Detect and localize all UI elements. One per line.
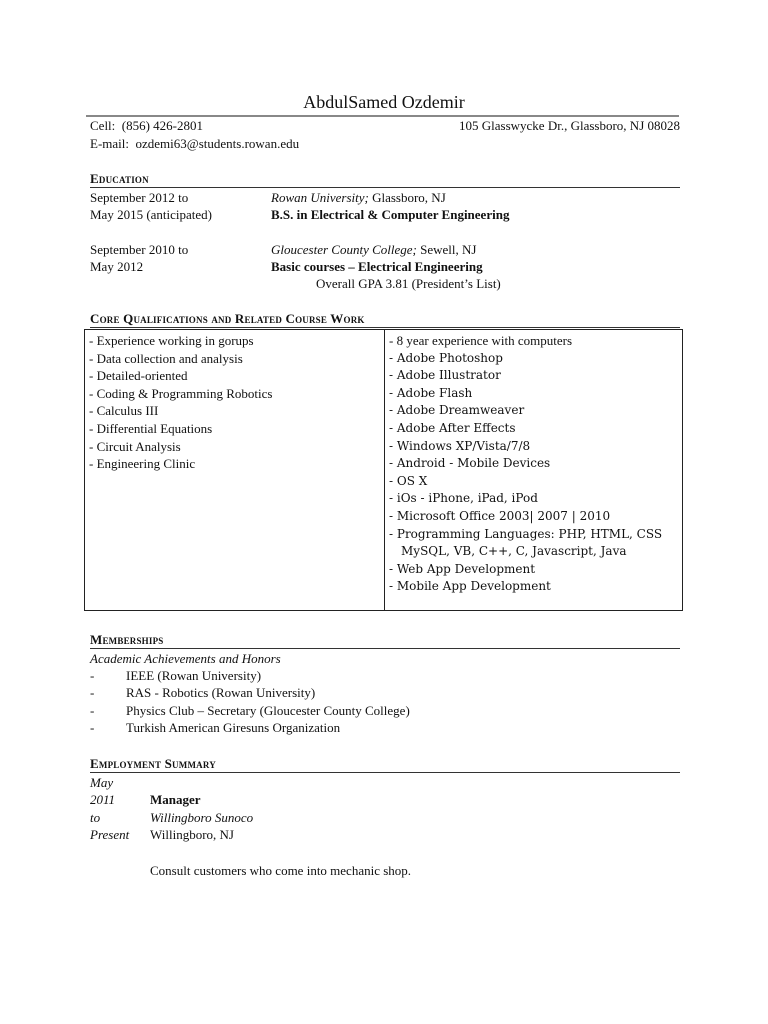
membership-item bbox=[90, 702, 680, 719]
membership-item bbox=[90, 667, 680, 684]
education-entry-2-line-2 bbox=[90, 258, 680, 275]
qualification-item: - Circuit Analysis bbox=[89, 438, 181, 454]
skill-item: - Web App Development bbox=[389, 561, 536, 576]
membership-item bbox=[90, 684, 680, 701]
school-location: Sewell, NJ bbox=[416, 242, 477, 257]
membership-text: Physics Club – Secretary (Gloucester County College) bbox=[126, 703, 410, 718]
email: E-mail: ozdemi63@students.rowan.edu bbox=[90, 136, 300, 151]
membership-item bbox=[90, 719, 680, 736]
qualification-item: - Differential Equations bbox=[89, 420, 213, 436]
qualification-item: - Coding & Programming Robotics bbox=[89, 385, 273, 401]
qualifications-rule bbox=[90, 327, 680, 328]
memberships-rule bbox=[90, 648, 680, 649]
qualifications-heading: Core Qualifications and Related Course Work bbox=[90, 311, 365, 326]
employment-heading: Employment Summary bbox=[90, 756, 216, 771]
memberships-heading: Memberships bbox=[90, 632, 164, 647]
memberships-subheading: Academic Achievements and Honors bbox=[90, 651, 281, 666]
education-heading: Education bbox=[90, 171, 149, 186]
degree: Basic courses – Electrical Engineering bbox=[271, 259, 483, 274]
skill-item: - Adobe Illustrator bbox=[389, 368, 501, 383]
education-rule bbox=[90, 187, 680, 188]
skill-item: - Adobe Flash bbox=[389, 385, 473, 400]
education-entry-1-line-1 bbox=[90, 189, 680, 206]
education-entry-2-line-1 bbox=[90, 241, 680, 258]
employment-date: Present bbox=[90, 827, 130, 842]
column-divider bbox=[384, 330, 385, 610]
qualification-item: - Calculus III bbox=[89, 403, 159, 419]
bullet-dash: - bbox=[90, 685, 95, 700]
school-location: Glassboro, NJ bbox=[368, 190, 446, 205]
job-title: Manager bbox=[150, 792, 201, 807]
skill-item-continued: MySQL, VB, C++, C, Javascript, Java bbox=[401, 544, 627, 559]
bullet-dash: - bbox=[90, 703, 95, 718]
skill-item: - 8 year experience with computers bbox=[389, 333, 573, 348]
gpa: Overall GPA 3.81 (President’s List) bbox=[316, 276, 501, 291]
skill-item: - Adobe Dreamweaver bbox=[389, 403, 525, 418]
bullet-dash: - bbox=[90, 720, 95, 735]
qualification-item: - Detailed-oriented bbox=[89, 368, 188, 384]
education-date-start: September 2010 to bbox=[90, 242, 189, 257]
skill-item: - Adobe After Effects bbox=[389, 420, 516, 435]
education-entry-1-line-2 bbox=[90, 206, 680, 223]
company-name: Willingboro Sunoco bbox=[150, 810, 254, 825]
education-entry-2-line-3 bbox=[90, 275, 680, 292]
qualification-item: - Engineering Clinic bbox=[89, 456, 196, 472]
skill-item: - iOs - iPhone, iPad, iPod bbox=[389, 491, 538, 506]
skill-item: - Mobile App Development bbox=[389, 579, 551, 594]
employment-date: May bbox=[90, 775, 114, 790]
skill-item: - Microsoft Office 2003| 2007 | 2010 bbox=[389, 508, 611, 523]
job-location: Willingboro, NJ bbox=[150, 827, 234, 842]
job-description: Consult customers who come into mechanic shop. bbox=[150, 863, 412, 878]
skill-item: - Windows XP/Vista/7/8 bbox=[389, 438, 531, 453]
skill-item: - Android - Mobile Devices bbox=[389, 456, 551, 471]
applicant-name: AbdulSamed Ozdemir bbox=[303, 92, 465, 112]
education-date-end: May 2012 bbox=[90, 259, 144, 274]
school-name: Rowan University; bbox=[271, 190, 369, 205]
address: 105 Glasswycke Dr., Glassboro, NJ 08028 bbox=[459, 118, 680, 133]
bullet-dash: - bbox=[90, 668, 95, 683]
degree: B.S. in Electrical & Computer Engineering bbox=[271, 207, 510, 222]
employment-date: to bbox=[90, 810, 101, 825]
employment-date: 2011 bbox=[90, 792, 116, 807]
employment-rule bbox=[90, 772, 680, 773]
education-date-start: September 2012 to bbox=[90, 190, 189, 205]
membership-text: Turkish American Giresuns Organization bbox=[126, 720, 341, 735]
qualifications-right-column bbox=[389, 332, 662, 596]
education-date-end: May 2015 (anticipated) bbox=[90, 207, 213, 222]
skill-item: - Programming Languages: PHP, HTML, CSS bbox=[389, 526, 663, 541]
qualifications-table bbox=[84, 329, 683, 611]
skill-item: - OS X bbox=[389, 473, 428, 488]
skill-item: - Adobe Photoshop bbox=[389, 350, 503, 365]
cell-phone: Cell: (856) 426-2801 bbox=[90, 118, 204, 133]
school-name: Gloucester County College; bbox=[271, 242, 417, 257]
qualifications-left-column bbox=[89, 332, 272, 473]
qualification-item: - Experience working in gorups bbox=[89, 333, 254, 348]
membership-text: IEEE (Rowan University) bbox=[126, 668, 262, 683]
contact-row bbox=[90, 117, 680, 134]
membership-text: RAS - Robotics (Rowan University) bbox=[126, 685, 316, 700]
qualification-item: - Data collection and analysis bbox=[89, 350, 243, 366]
